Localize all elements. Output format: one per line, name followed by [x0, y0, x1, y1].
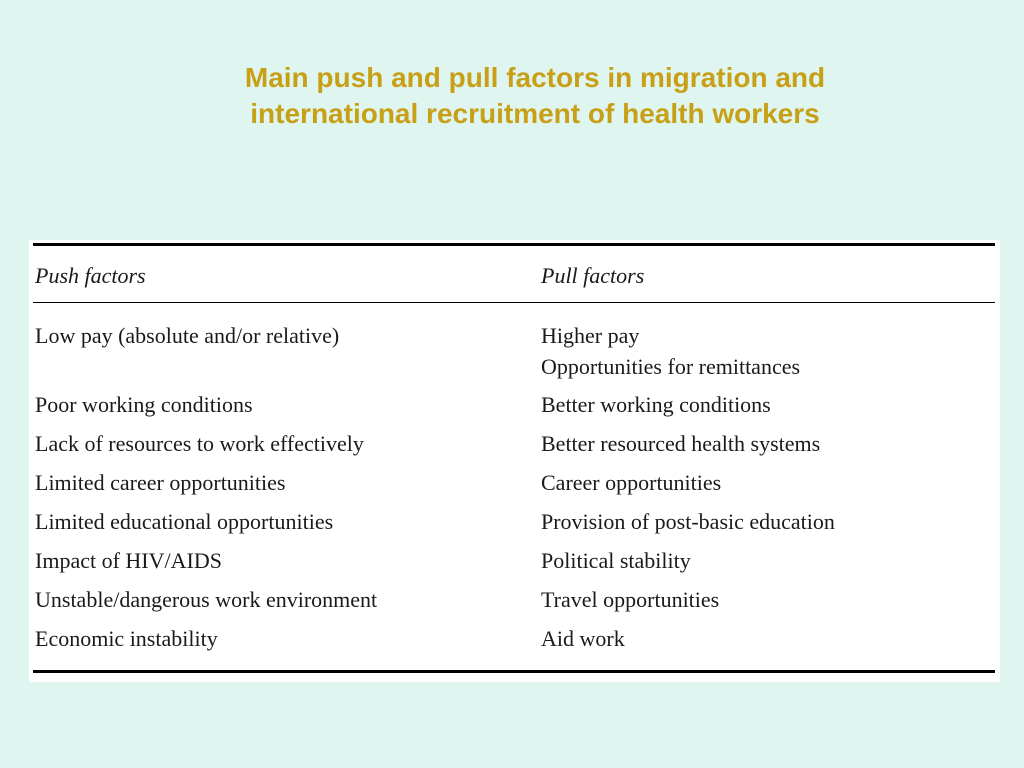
pull-factor-item: Provision of post-basic education	[541, 509, 835, 534]
push-factor-item: Economic instability	[35, 626, 218, 651]
slide-title-line-2: international recruitment of health workers	[250, 98, 820, 129]
factors-table	[29, 240, 1000, 682]
push-factor-item: Low pay (absolute and/or relative)	[35, 323, 340, 348]
push-factor-item: Impact of HIV/AIDS	[35, 548, 222, 573]
push-factors-header: Push factors	[35, 263, 146, 288]
pull-factor-item: Higher pay	[541, 323, 640, 348]
pull-factor-item: Career opportunities	[541, 470, 722, 495]
pull-factors-header: Pull factors	[541, 263, 645, 288]
push-factor-item: Limited educational opportunities	[35, 509, 334, 534]
table-top-rule	[33, 243, 995, 246]
pull-factor-item: Opportunities for remittances	[541, 354, 801, 379]
push-factor-item: Lack of resources to work effectively	[35, 431, 364, 456]
pull-factor-item: Better resourced health systems	[541, 431, 821, 456]
pull-factor-item: Travel opportunities	[541, 587, 720, 612]
pull-factor-item: Aid work	[541, 626, 625, 651]
table-header-rule	[33, 302, 995, 303]
pull-factor-item: Better working conditions	[541, 392, 771, 417]
slide-title	[130, 60, 940, 132]
table-bottom-rule	[33, 670, 995, 673]
push-factor-item: Unstable/dangerous work environment	[35, 587, 378, 612]
slide-title-line-1: Main push and pull factors in migration and	[244, 62, 826, 93]
push-factor-item: Limited career opportunities	[35, 470, 286, 495]
push-factor-item: Poor working conditions	[35, 392, 253, 417]
pull-factor-item: Political stability	[541, 548, 691, 573]
